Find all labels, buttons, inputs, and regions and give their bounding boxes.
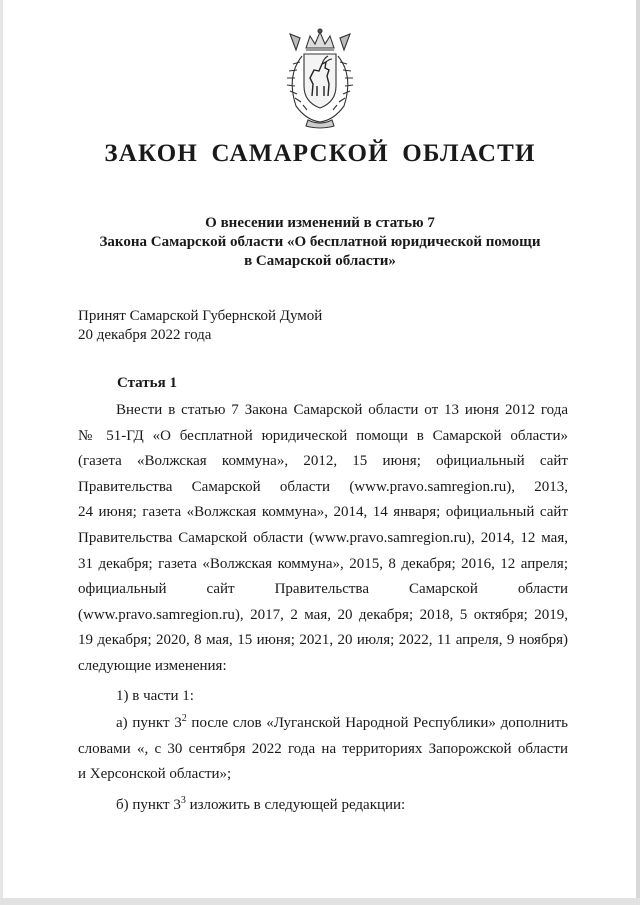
paragraph-line: официальный сайт Правительства Самарской области [78,581,568,598]
adoption-block [78,307,322,345]
item-a-text: после слов «Луганской Народной Республики» дополнить [186,715,569,731]
adoption-line: Принят Самарской Губернской Думой [78,308,323,324]
adoption-date: 20 декабря 2022 года [78,327,212,343]
item-a-paragraph [78,711,568,788]
law-subject [60,214,580,271]
paragraph-line: 19 декабря; 2020, 8 мая, 15 июня; 2021, 20 июля; 2022, 11 апреля, 9 ноября) [78,632,568,649]
subject-line: О внесении изменений в статью 7 [205,215,435,231]
item-b-superscript: 3 [180,795,186,806]
paragraph-line: Внести в статью 7 Закона Самарской области от 13 июня 2012 года [116,402,568,418]
article-heading: Статья 1 [117,375,177,391]
paragraph-line: и Херсонской области»; [78,766,232,783]
paragraph-line [78,711,568,737]
paragraph-line: Правительства Самарской области (www.pravo.samregion.ru), 2013, [78,478,568,495]
paragraph-line: 24 июня; газета «Волжская коммуна», 2014, 14 января; официальный сайт [78,504,568,521]
item-a-superscript: 2 [181,713,187,724]
paragraph-line: (газета «Волжская коммуна», 2012, 15 июня; официальный сайт [78,453,568,470]
item-1: 1) в части 1: [116,688,194,704]
paragraph-line: словами «, с 30 сентября 2022 года на территориях Запорожской области [78,740,568,757]
paragraph-line: (www.pravo.samregion.ru), 2017, 2 мая, 20 декабря; 2018, 5 октября; 2019, [78,606,568,623]
subject-line: в Самарской области» [244,253,396,269]
law-title: ЗАКОН САМАРСКОЙ ОБЛАСТИ [104,140,536,167]
item-b [116,797,405,814]
paragraph-line: следующие изменения: [78,657,227,674]
paragraph-line: 31 декабря; газета «Волжская коммуна», 2015, 8 декабря; 2016, 12 апреля; [78,555,568,572]
paragraph-line: Правительства Самарской области (www.pravo.samregion.ru), 2014, 12 мая, [78,529,568,546]
paragraph-line: № 51-ГД «О бесплатной юридической помощи в Самарской области» [78,427,568,444]
item-a-prefix: а) пункт 3 [116,715,182,731]
samara-oblast-coat-of-arms-icon [272,26,368,130]
subject-line: Закона Самарской области «О бесплатной юридической помощи [99,234,541,250]
article-intro-paragraph [78,398,568,680]
item-b-prefix: б) пункт 3 [116,797,181,813]
item-b-text: изложить в следующей редакции: [185,797,406,813]
